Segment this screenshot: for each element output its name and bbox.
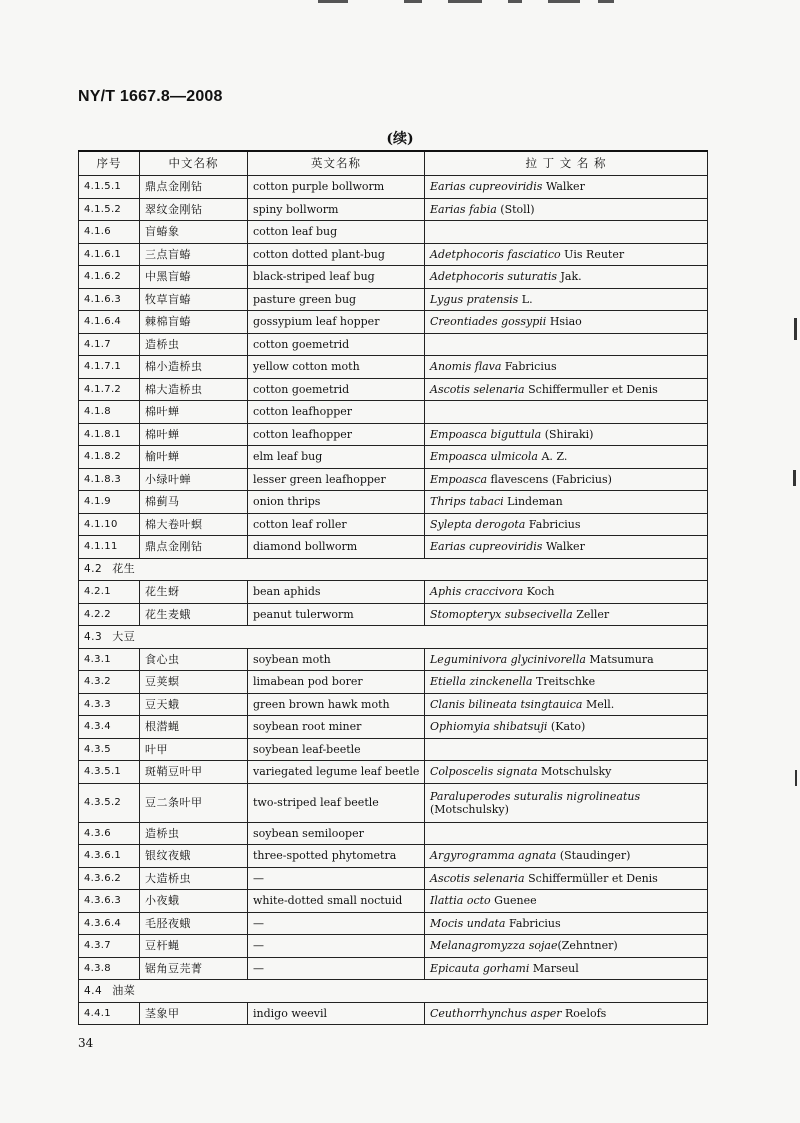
number-cell: 4.3.8 — [79, 957, 140, 980]
latin-name-cell — [425, 761, 708, 784]
scientific-name: Earias fabia — [430, 202, 497, 216]
scientific-name: Thrips tabaci — [430, 495, 504, 509]
chinese-name-cell: 三点盲蝽 — [140, 243, 248, 266]
table-row — [79, 333, 708, 356]
latin-name-cell — [425, 783, 708, 822]
author-name: Motschulsky — [537, 765, 612, 779]
chinese-name-cell: 毛胫夜蛾 — [140, 912, 248, 935]
table-row — [79, 378, 708, 401]
number-cell: 4.3.6.3 — [79, 890, 140, 913]
section-number: 4.4 — [84, 984, 103, 997]
table-row — [79, 761, 708, 784]
header-english-name: 英文名称 — [248, 151, 425, 176]
scientific-name: Epicauta gorhami — [430, 961, 530, 975]
scientific-name: Adetphocoris fasciatico — [430, 247, 561, 261]
table-row — [79, 198, 708, 221]
chinese-name-cell: 牧草盲蝽 — [140, 288, 248, 311]
chinese-name-cell: 棉小造桥虫 — [140, 356, 248, 379]
chinese-name-cell: 茎象甲 — [140, 1002, 248, 1025]
chinese-name-cell: 小夜蛾 — [140, 890, 248, 913]
table-row — [79, 311, 708, 334]
author-name: (Motschulsky) — [430, 802, 509, 816]
table-row — [79, 603, 708, 626]
number-cell: 4.1.6.4 — [79, 311, 140, 334]
english-name-cell: onion thrips — [248, 491, 425, 514]
english-name-cell: cotton goemetrid — [248, 378, 425, 401]
english-name-cell: yellow cotton moth — [248, 356, 425, 379]
number-cell: 4.1.6.2 — [79, 266, 140, 289]
chinese-name-cell: 小绿叶蝉 — [140, 468, 248, 491]
english-name-cell: cotton leafhopper — [248, 423, 425, 446]
scientific-name: Argyrogramma agnata — [430, 849, 557, 863]
author-name: Jak. — [557, 270, 582, 284]
number-cell: 4.3.6.4 — [79, 912, 140, 935]
latin-name-cell — [425, 333, 708, 356]
latin-name-cell — [425, 401, 708, 424]
number-cell: 4.3.1 — [79, 648, 140, 671]
chinese-name-cell: 造桥虫 — [140, 822, 248, 845]
author-name: Fabricius — [505, 916, 561, 930]
author-name: L. — [518, 292, 533, 306]
english-name-cell: cotton dotted plant-bug — [248, 243, 425, 266]
table-row — [79, 867, 708, 890]
number-cell: 4.1.8.3 — [79, 468, 140, 491]
continued-label: (续) — [386, 131, 414, 147]
table-row — [79, 468, 708, 491]
number-cell: 4.3.5 — [79, 738, 140, 761]
header-number: 序号 — [79, 151, 140, 176]
scientific-name: Mocis undata — [430, 916, 506, 930]
english-name-cell: limabean pod borer — [248, 671, 425, 694]
scientific-name: Clanis bilineata tsingtauica — [430, 697, 583, 711]
chinese-name-cell: 中黑盲蝽 — [140, 266, 248, 289]
scientific-name: Empoasca biguttula — [430, 427, 542, 441]
scientific-name: Creontiades gossypii — [430, 315, 547, 329]
chinese-name-cell: 食心虫 — [140, 648, 248, 671]
number-cell: 4.3.7 — [79, 935, 140, 958]
number-cell: 4.1.11 — [79, 536, 140, 559]
latin-name-cell — [425, 513, 708, 536]
latin-name-cell — [425, 1002, 708, 1025]
table-row — [79, 1002, 708, 1025]
scientific-name: Ceuthorrhynchus asper — [430, 1006, 562, 1020]
latin-name-cell — [425, 648, 708, 671]
scientific-name: Ascotis selenaria — [430, 382, 525, 396]
chinese-name-cell: 锯角豆芫菁 — [140, 957, 248, 980]
table-row — [79, 243, 708, 266]
header-latin-name: 拉 丁 文 名 称 — [425, 151, 708, 176]
author-name: Guenee — [490, 894, 537, 908]
chinese-name-cell: 豆二条叶甲 — [140, 783, 248, 822]
scientific-name: Leguminivora glycinivorella — [430, 652, 586, 666]
english-name-cell: lesser green leafhopper — [248, 468, 425, 491]
author-name: Marseul — [529, 961, 579, 975]
latin-name-cell — [425, 378, 708, 401]
english-name-cell: two-striped leaf beetle — [248, 783, 425, 822]
number-cell: 4.1.7 — [79, 333, 140, 356]
table-row — [79, 822, 708, 845]
number-cell: 4.1.7.2 — [79, 378, 140, 401]
pest-name-table — [78, 150, 708, 1025]
section-name: 花生 — [112, 562, 136, 576]
number-cell: 4.1.5.2 — [79, 198, 140, 221]
scientific-name: Adetphocoris suturatis — [430, 270, 557, 284]
table-row — [79, 221, 708, 244]
english-name-cell: indigo weevil — [248, 1002, 425, 1025]
section-number: 4.2 — [84, 563, 103, 576]
scientific-name: Ascotis selenaria — [430, 871, 525, 885]
number-cell: 4.2.2 — [79, 603, 140, 626]
english-name-cell: — — [248, 867, 425, 890]
table-row — [79, 957, 708, 980]
chinese-name-cell: 棉大卷叶螟 — [140, 513, 248, 536]
scientific-name: Sylepta derogota — [430, 517, 526, 531]
latin-name-cell — [425, 176, 708, 199]
english-name-cell: cotton goemetrid — [248, 333, 425, 356]
latin-name-cell — [425, 198, 708, 221]
scientific-name: Etiella zinckenella — [430, 675, 533, 689]
table-row — [79, 446, 708, 469]
latin-name-cell — [425, 912, 708, 935]
number-cell: 4.1.6.3 — [79, 288, 140, 311]
english-name-cell: — — [248, 957, 425, 980]
number-cell: 4.1.6.1 — [79, 243, 140, 266]
author-name: (Shiraki) — [541, 427, 594, 441]
number-cell: 4.1.9 — [79, 491, 140, 514]
latin-name-cell — [425, 221, 708, 244]
chinese-name-cell: 棘棉盲蝽 — [140, 311, 248, 334]
table-row — [79, 783, 708, 822]
latin-name-cell — [425, 581, 708, 604]
english-name-cell: gossypium leaf hopper — [248, 311, 425, 334]
number-cell: 4.3.3 — [79, 693, 140, 716]
section-row — [79, 980, 708, 1003]
latin-name-cell — [425, 603, 708, 626]
scientific-name: Paraluperodes suturalis nigrolineatus — [430, 789, 641, 803]
scientific-name: Lygus pratensis — [430, 292, 519, 306]
author-name: flavescens (Fabricius) — [487, 472, 612, 486]
number-cell: 4.3.5.2 — [79, 783, 140, 822]
latin-name-cell — [425, 243, 708, 266]
header-chinese-name: 中文名称 — [140, 151, 248, 176]
number-cell: 4.1.5.1 — [79, 176, 140, 199]
number-cell: 4.1.8.1 — [79, 423, 140, 446]
english-name-cell: diamond bollworm — [248, 536, 425, 559]
english-name-cell: — — [248, 935, 425, 958]
table-row — [79, 716, 708, 739]
chinese-name-cell: 花生蚜 — [140, 581, 248, 604]
latin-name-cell — [425, 671, 708, 694]
author-name: Lindeman — [503, 495, 563, 509]
scientific-name: Stomopteryx subsecivella — [430, 607, 573, 621]
author-name: Matsumura — [585, 652, 654, 666]
latin-name-cell — [425, 491, 708, 514]
section-row — [79, 626, 708, 649]
author-name: Walker — [542, 540, 585, 554]
table-row — [79, 581, 708, 604]
chinese-name-cell: 盲蝽象 — [140, 221, 248, 244]
chinese-name-cell: 斑鞘豆叶甲 — [140, 761, 248, 784]
chinese-name-cell: 榆叶蝉 — [140, 446, 248, 469]
english-name-cell: variegated legume leaf beetle — [248, 761, 425, 784]
chinese-name-cell: 豆杆蝇 — [140, 935, 248, 958]
author-name: Schiffermuller et Denis — [524, 382, 658, 396]
section-row — [79, 558, 708, 581]
scientific-name: Aphis craccivora — [430, 585, 524, 599]
english-name-cell: three-spotted phytometra — [248, 845, 425, 868]
number-cell: 4.3.6.2 — [79, 867, 140, 890]
table-row — [79, 536, 708, 559]
latin-name-cell — [425, 446, 708, 469]
section-heading — [79, 626, 708, 649]
english-name-cell: green brown hawk moth — [248, 693, 425, 716]
number-cell: 4.3.6.1 — [79, 845, 140, 868]
latin-name-cell — [425, 738, 708, 761]
page-number: 34 — [78, 1036, 94, 1050]
chinese-name-cell: 造桥虫 — [140, 333, 248, 356]
latin-name-cell — [425, 536, 708, 559]
number-cell: 4.3.6 — [79, 822, 140, 845]
latin-name-cell — [425, 266, 708, 289]
number-cell: 4.3.5.1 — [79, 761, 140, 784]
table-body — [79, 176, 708, 1025]
scan-top-marks — [0, 0, 800, 6]
author-name: Walker — [542, 180, 585, 194]
latin-name-cell — [425, 890, 708, 913]
table-header-row — [79, 151, 708, 176]
chinese-name-cell: 豆天蛾 — [140, 693, 248, 716]
table-row — [79, 845, 708, 868]
latin-name-cell — [425, 468, 708, 491]
latin-name-cell — [425, 311, 708, 334]
number-cell: 4.4.1 — [79, 1002, 140, 1025]
table-row — [79, 288, 708, 311]
english-name-cell: cotton leaf bug — [248, 221, 425, 244]
number-cell: 4.1.8 — [79, 401, 140, 424]
author-name: Fabricius — [501, 360, 557, 374]
latin-name-cell — [425, 845, 708, 868]
scientific-name: Empoasca — [430, 472, 488, 486]
chinese-name-cell: 根潜蝇 — [140, 716, 248, 739]
chinese-name-cell: 棉大造桥虫 — [140, 378, 248, 401]
author-name: Fabricius — [525, 517, 581, 531]
author-name: Mell. — [582, 697, 615, 711]
english-name-cell: white-dotted small noctuid — [248, 890, 425, 913]
english-name-cell: soybean moth — [248, 648, 425, 671]
english-name-cell: — — [248, 912, 425, 935]
table-row — [79, 671, 708, 694]
latin-name-cell — [425, 288, 708, 311]
english-name-cell: soybean root miner — [248, 716, 425, 739]
document-code: NY/T 1667.8—2008 — [78, 88, 223, 105]
english-name-cell: cotton leaf roller — [248, 513, 425, 536]
author-name: Treitschke — [532, 675, 596, 689]
table-row — [79, 266, 708, 289]
number-cell: 4.1.10 — [79, 513, 140, 536]
number-cell: 4.2.1 — [79, 581, 140, 604]
scientific-name: Empoasca ulmicola — [430, 450, 538, 464]
scientific-name: Ophiomyia shibatsuji — [430, 720, 548, 734]
author-name: Schiffermüller et Denis — [524, 871, 658, 885]
author-name: Roelofs — [561, 1006, 607, 1020]
latin-name-cell — [425, 935, 708, 958]
chinese-name-cell: 花生麦蛾 — [140, 603, 248, 626]
chinese-name-cell: 鼎点金刚钻 — [140, 536, 248, 559]
chinese-name-cell: 棉蓟马 — [140, 491, 248, 514]
author-name: Zeller — [572, 607, 610, 621]
english-name-cell: black-striped leaf bug — [248, 266, 425, 289]
author-name: (Zehntner) — [557, 939, 618, 953]
table-row — [79, 648, 708, 671]
author-name: (Staudinger) — [556, 849, 631, 863]
section-name: 大豆 — [112, 629, 136, 643]
scientific-name: Earias cupreoviridis — [430, 180, 543, 194]
scan-edge-mark — [794, 318, 797, 340]
table-row — [79, 176, 708, 199]
table-row — [79, 693, 708, 716]
latin-name-cell — [425, 867, 708, 890]
table-row — [79, 401, 708, 424]
table-row — [79, 356, 708, 379]
english-name-cell: pasture green bug — [248, 288, 425, 311]
number-cell: 4.1.8.2 — [79, 446, 140, 469]
latin-name-cell — [425, 957, 708, 980]
number-cell: 4.1.6 — [79, 221, 140, 244]
chinese-name-cell: 鼎点金刚钻 — [140, 176, 248, 199]
author-name: A. Z. — [537, 450, 568, 464]
english-name-cell: spiny bollworm — [248, 198, 425, 221]
latin-name-cell — [425, 716, 708, 739]
scientific-name: Earias cupreoviridis — [430, 540, 543, 554]
section-number: 4.3 — [84, 630, 103, 643]
latin-name-cell — [425, 822, 708, 845]
latin-name-cell — [425, 423, 708, 446]
table-row — [79, 738, 708, 761]
chinese-name-cell: 棉叶蝉 — [140, 423, 248, 446]
table-row — [79, 890, 708, 913]
scientific-name: Colposcelis signata — [430, 765, 538, 779]
table-row — [79, 912, 708, 935]
latin-name-cell — [425, 356, 708, 379]
english-name-cell: soybean semilooper — [248, 822, 425, 845]
chinese-name-cell: 翠纹金刚钻 — [140, 198, 248, 221]
scientific-name: Anomis flava — [430, 360, 502, 374]
table-row — [79, 491, 708, 514]
english-name-cell: peanut tulerworm — [248, 603, 425, 626]
author-name: Hsiao — [546, 315, 582, 329]
author-name: Koch — [523, 585, 555, 599]
section-name: 油菜 — [112, 983, 136, 997]
scientific-name: Ilattia octo — [430, 894, 491, 908]
english-name-cell: bean aphids — [248, 581, 425, 604]
table-row — [79, 935, 708, 958]
scientific-name: Melanagromyzza sojae — [430, 939, 558, 953]
latin-name-cell — [425, 693, 708, 716]
table-row — [79, 513, 708, 536]
table-row — [79, 423, 708, 446]
section-heading — [79, 980, 708, 1003]
scan-edge-mark — [795, 770, 797, 786]
section-heading — [79, 558, 708, 581]
scan-edge-mark — [793, 470, 796, 486]
english-name-cell: elm leaf bug — [248, 446, 425, 469]
chinese-name-cell: 叶甲 — [140, 738, 248, 761]
english-name-cell: soybean leaf-beetle — [248, 738, 425, 761]
chinese-name-cell: 豆荚螟 — [140, 671, 248, 694]
number-cell: 4.1.7.1 — [79, 356, 140, 379]
author-name: (Kato) — [547, 720, 586, 734]
number-cell: 4.3.4 — [79, 716, 140, 739]
author-name: (Stoll) — [496, 202, 535, 216]
number-cell: 4.3.2 — [79, 671, 140, 694]
english-name-cell: cotton purple bollworm — [248, 176, 425, 199]
chinese-name-cell: 棉叶蝉 — [140, 401, 248, 424]
english-name-cell: cotton leafhopper — [248, 401, 425, 424]
author-name: Uis Reuter — [560, 247, 625, 261]
chinese-name-cell: 银纹夜蛾 — [140, 845, 248, 868]
chinese-name-cell: 大造桥虫 — [140, 867, 248, 890]
